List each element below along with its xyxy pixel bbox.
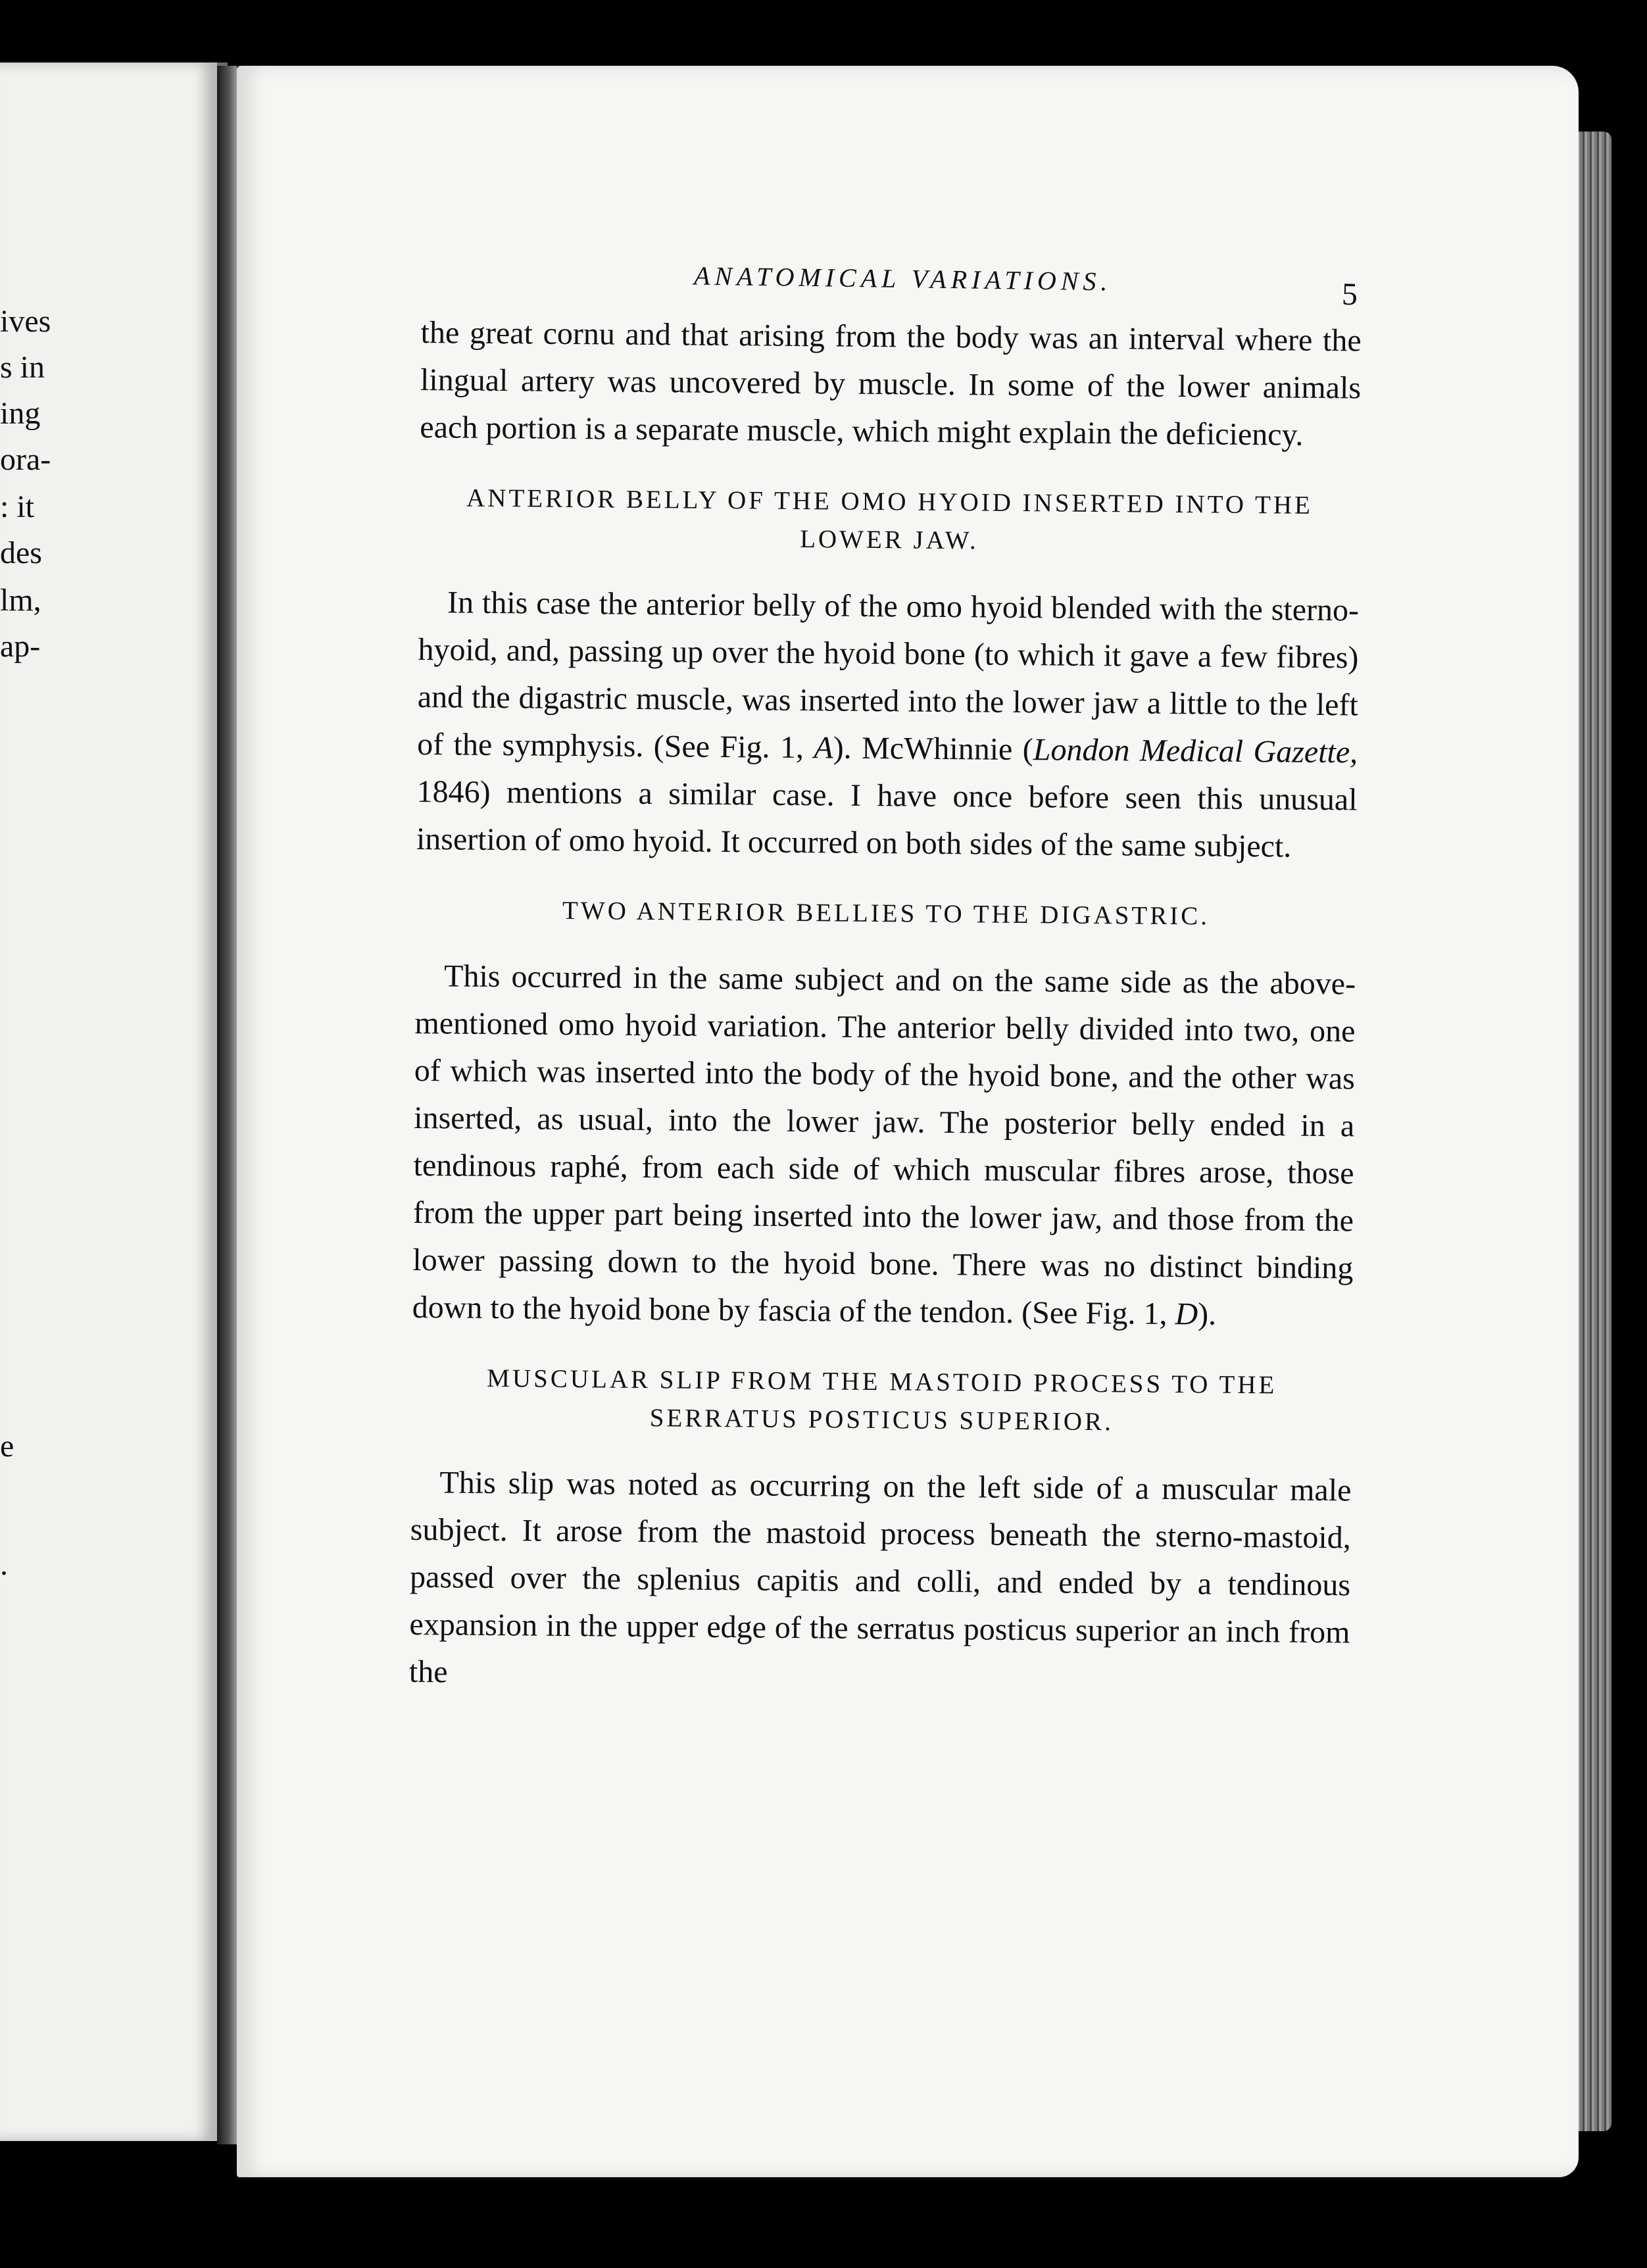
paragraph [416,579,1360,871]
section-heading: TWO ANTERIOR BELLIES TO THE DIGASTRIC. [562,896,1210,931]
paragraph: This slip was noted as occurring on the left side of a muscular male subject. It arose from the mastoid process beneath the sterno-mastoid, passed over the splenius capitis and colli, and ended by a tendinous expansion in the upper edge of the serratus posticus superior an inch from the [408,1465,1352,1690]
book-gutter [217,66,237,2144]
paragraph-text: In this case the anterior belly of the omo hyoid blended with the sterno-hyoid, and, passing up over the hyoid bone (to which it gave a few fibres) and the digastric muscle, was inserted into the lower jaw a little to the left of the symphysis. (See Fig. 1, [416,585,1360,766]
left-page-text-fragment: ives [0,304,51,339]
paragraph [412,952,1356,1339]
left-page-text-fragment: s in [0,350,45,385]
left-page [0,62,228,2141]
paragraph: the great cornu and that arising from the body was an interval where the lingual artery was uncovered by muscle. In some of the lower animals each portion is a separate muscle, which might explain the deficiency. [420,314,1362,453]
left-page-text-fragment: ora- [0,442,51,477]
page-body [409,309,1362,1704]
left-page-text-fragment: : it [0,489,35,524]
left-page-text-fragment: . [0,1547,8,1582]
paragraph-text: 1846) mentions a similar case. I have once before seen this unusual insertion of omo hyoid. It occurred on both sides of the same subject. [416,774,1358,864]
page-number: 5 [1341,276,1358,312]
paragraph-text: ). McWhinnie ( [833,730,1034,768]
running-title: ANATOMICAL VARIATIONS. [693,260,1112,297]
left-page-text-fragment: e [0,1429,14,1464]
paragraph-text: ). [1197,1296,1217,1332]
figure-ref: A [814,730,833,766]
figure-ref: D [1175,1296,1198,1332]
left-page-text-fragment: ap- [0,629,41,664]
section-heading: MUSCULAR SLIP FROM THE MASTOID PROCESS TO THE SERRATUS POSTICUS SUPERIOR. [487,1364,1277,1437]
journal-title: London Medical Gazette, [1033,732,1358,770]
section-heading: ANTERIOR BELLY OF THE OMO HYOID INSERTED INTO THE LOWER JAW. [466,483,1314,555]
paragraph-text: This occurred in the same subject and on the same side as the above-mentioned omo hyoid variation. The anterior belly divided into two, one of which was inserted into the body of the hyoid bone, and the other was inserted, as usual, into the lower jaw. The posterior belly ended in a tendinous raphé, from each side of which muscular fibres arose, those from the upper part being inserted into the lower jaw, and those from the lower passing down to the hyoid bone. There was no distinct binding down to the hyoid bone by fascia of the tendon. (See Fig. 1, [412,958,1356,1331]
left-page-text-fragment: lm, [0,583,41,618]
left-page-text-fragment: ing [0,396,41,431]
left-page-text-fragment: des [0,535,42,570]
